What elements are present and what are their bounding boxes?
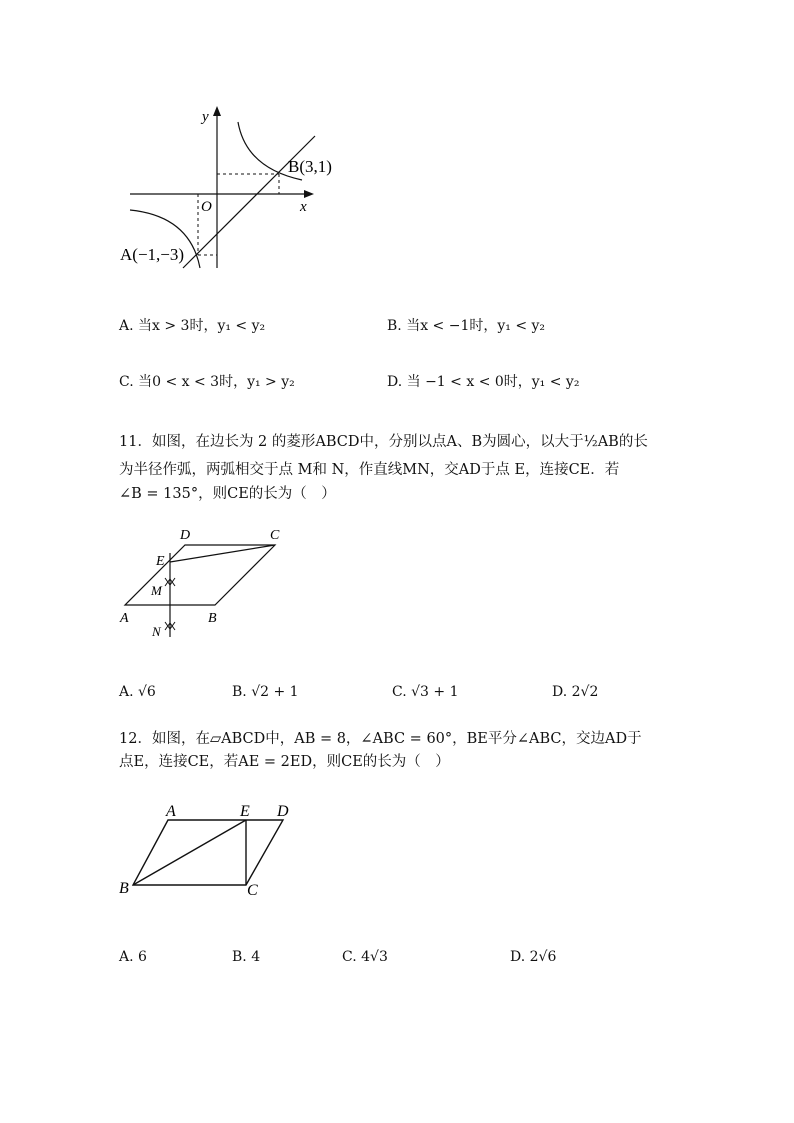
parallelogram-figure bbox=[110, 795, 310, 900]
q12-option-b: B. 4 bbox=[232, 949, 261, 965]
rhombus-label-m: M bbox=[151, 583, 162, 598]
q12-text-line-1: 12．如图，在▱ABCD中，AB = 8，∠ABC = 60°，BE平分∠ABC，交边AD于 bbox=[119, 731, 642, 747]
q11-option-d: D. 2√2 bbox=[552, 684, 599, 700]
q11-text-line-2: 为半径作弧，两弧相交于点 M和 N，作直线MN，交AD于点 E，连接CE．若 bbox=[119, 462, 620, 478]
q10-option-a: A. 当x > 3时，y₁ < y₂ bbox=[119, 318, 266, 334]
rhombus-abcd bbox=[125, 545, 275, 605]
y-axis-label: y bbox=[202, 109, 209, 125]
q12-option-a: A. 6 bbox=[119, 949, 147, 965]
q11-text-line-1: 11．如图，在边长为 2 的菱形ABCD中，分别以点A、B为圆心，以大于½AB的长 bbox=[119, 434, 648, 450]
q11-text-line-3: ∠B = 135°，则CE的长为（ ） bbox=[119, 486, 336, 502]
point-a-label: A(−1,−3) bbox=[120, 245, 185, 264]
rhombus-label-e: E bbox=[156, 554, 165, 569]
rhombus-label-d: D bbox=[180, 528, 191, 543]
segment-ce bbox=[170, 545, 275, 562]
q10-option-b: B. 当x < −1时，y₁ < y₂ bbox=[387, 318, 546, 334]
y-axis-arrow bbox=[213, 106, 221, 116]
q11-option-c: C. √3 + 1 bbox=[392, 684, 459, 700]
parallelogram-label-a: A bbox=[166, 803, 176, 820]
parallelogram-label-d: D bbox=[277, 803, 289, 820]
rhombus-label-b: B bbox=[208, 611, 217, 626]
q12-option-c: C. 4√3 bbox=[342, 949, 388, 965]
parallelogram-label-c: C bbox=[247, 882, 258, 899]
parallelogram-abcd bbox=[133, 820, 283, 885]
rhombus-label-c: C bbox=[270, 528, 280, 543]
q10-option-c: C. 当0 < x < 3时，y₁ > y₂ bbox=[119, 374, 295, 390]
parallelogram-label-e: E bbox=[240, 803, 250, 820]
parallelogram-label-b: B bbox=[119, 880, 129, 897]
q12-option-d: D. 2√6 bbox=[510, 949, 557, 965]
rhombus-figure bbox=[110, 520, 310, 645]
x-axis-arrow bbox=[304, 190, 314, 198]
point-b-label: B(3,1) bbox=[288, 157, 332, 176]
rhombus-label-n: N bbox=[152, 624, 161, 639]
q12-text-line-2: 点E，连接CE，若AE = 2ED，则CE的长为（ ） bbox=[119, 754, 450, 770]
origin-label: O bbox=[201, 199, 212, 215]
x-axis-label: x bbox=[300, 199, 307, 215]
q11-option-a: A. √6 bbox=[119, 684, 156, 700]
q10-option-d: D. 当 −1 < x < 0时，y₁ < y₂ bbox=[387, 374, 580, 390]
q11-option-b: B. √2 + 1 bbox=[232, 684, 299, 700]
function-graph-figure bbox=[110, 100, 350, 280]
rhombus-label-a: A bbox=[120, 611, 129, 626]
